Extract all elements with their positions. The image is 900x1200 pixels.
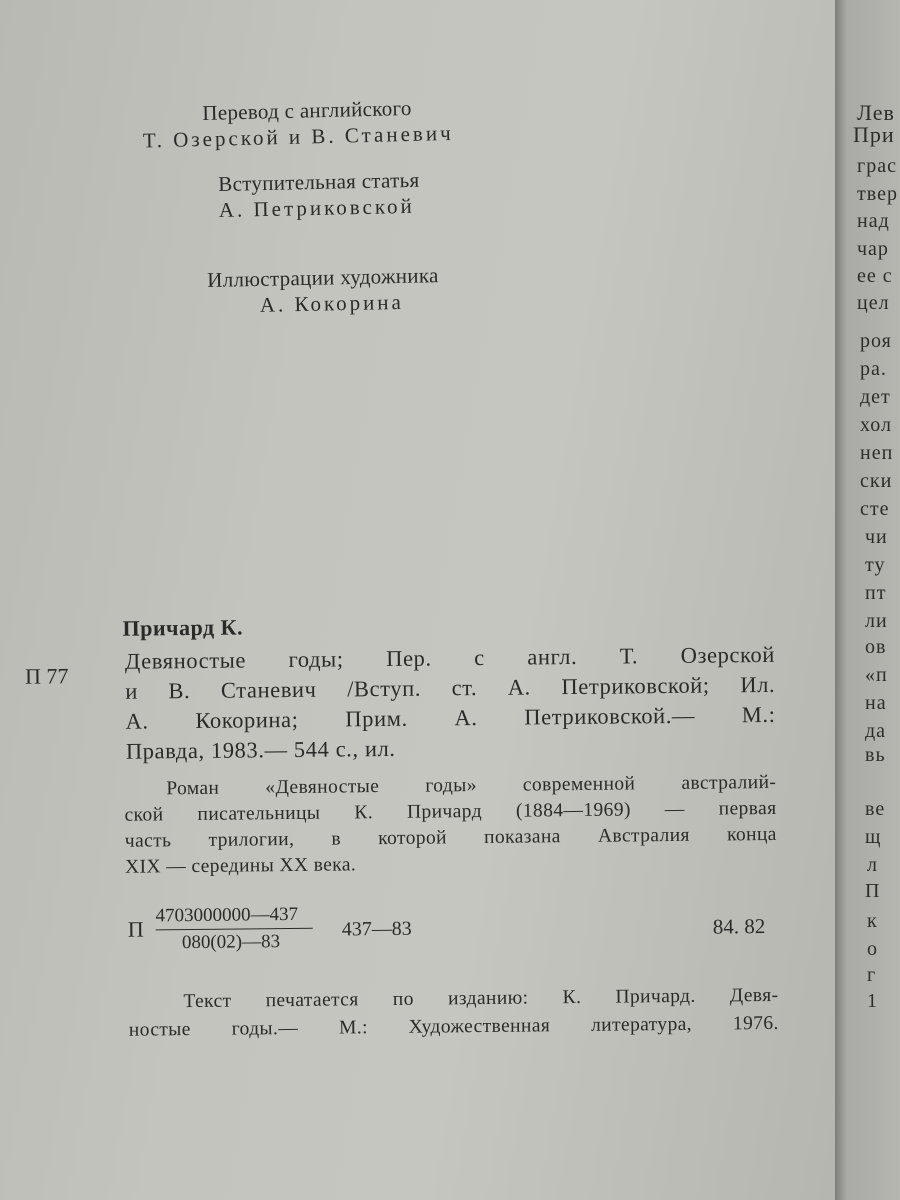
biblio-line: Правда, 1983.— 544 с., ил.: [125, 735, 396, 764]
right-page-text-fragment: ве: [865, 798, 886, 820]
annotation-line: Роман «Девяностые годы» современной австралий-: [166, 771, 777, 800]
right-page-text-fragment: над: [857, 210, 890, 232]
catalog-source-note: [128, 982, 779, 1044]
right-page-text-fragment: При: [853, 122, 895, 147]
annotation-line: часть трилогии, в которой показана Австралия конца: [124, 823, 777, 852]
catalog-code-numerator: 4703000000—437: [155, 902, 312, 931]
biblio-line: Девяностые годы; Пер. с англ. Т. Озерской: [124, 641, 776, 674]
intro-role: Вступительная статья: [218, 167, 420, 196]
catalog-code-denominator: 080(02)—83: [181, 931, 281, 954]
right-page-text-fragment: цел: [857, 292, 890, 314]
source-line: Текст печатается по изданию: К. Причард. Девя-: [183, 984, 779, 1013]
right-page-text-fragment: пт: [865, 582, 887, 604]
translation-people: Т. Озерской и В. Станевич: [142, 120, 454, 153]
biblio-line: А. Кокорина; Прим. А. Петриковской.— М.:: [125, 701, 776, 734]
right-page-text-fragment: чар: [857, 238, 889, 260]
right-page-text-fragment: Лев: [857, 100, 895, 125]
right-page-text-fragment: П: [865, 880, 881, 902]
catalog-code-middle: 437—83: [341, 917, 412, 941]
right-page-text-fragment: к: [867, 910, 878, 932]
right-page-text-fragment: ее с: [857, 265, 893, 287]
illustrations-role: Иллюстрации художника: [207, 263, 439, 292]
right-page-text-fragment: твер: [857, 183, 898, 205]
right-page-text-fragment: на: [865, 692, 887, 714]
translation-role: Перевод с английского: [202, 95, 412, 125]
right-page-text-fragment: л: [867, 854, 878, 876]
source-line: ностые годы.— М.: Художественная литература, 1976.: [128, 1012, 779, 1041]
right-page-text-fragment: г: [867, 964, 877, 986]
right-page-text-fragment: 1: [867, 990, 878, 1012]
biblio-line: и В. Станевич /Вступ. ст. А. Петриковской; Ил.: [125, 671, 776, 704]
right-page-text-fragment: грас: [857, 155, 897, 177]
catalog-class-code: П 77: [24, 663, 69, 689]
catalog-code-fraction: [155, 902, 312, 956]
catalog-annotation: [124, 770, 777, 880]
right-page-text-fragment: ли: [865, 610, 888, 632]
right-page-edge: [835, 0, 900, 1200]
right-page-text-fragment: о: [867, 938, 878, 960]
right-page-text-fragment: хол: [860, 414, 892, 436]
illustrations-person: А. Кокорина: [259, 289, 405, 317]
right-page-text-fragment: ра.: [860, 358, 887, 380]
catalog-author: Причард К.: [122, 614, 244, 641]
right-page-text-fragment: роя: [860, 330, 892, 352]
right-page-text-fragment: чи: [865, 526, 888, 548]
right-page-text-fragment: дет: [860, 386, 891, 408]
catalog-bbk-code: 84. 82: [712, 914, 766, 939]
annotation-line: ской писательницы К. Причард (1884—1969) — первая: [124, 797, 777, 826]
annotation-line: XIX — середины XX века.: [124, 854, 357, 878]
right-page-text-fragment: ту: [865, 554, 886, 576]
right-page-text-fragment: вь: [865, 744, 886, 766]
right-page-text-fragment: «п: [865, 664, 888, 686]
right-page-text-fragment: ов: [865, 636, 887, 658]
catalog-bibliographic-description: [125, 640, 776, 767]
right-page-text-fragment: сте: [860, 498, 890, 520]
catalog-code-prefix: П: [127, 916, 144, 942]
right-page-text-fragment: неп: [860, 442, 894, 464]
intro-person: А. Петриковской: [218, 193, 415, 222]
right-page-text-fragment: щ: [865, 826, 882, 848]
right-page-text-fragment: да: [865, 720, 887, 742]
right-page-text-fragment: ски: [860, 470, 893, 492]
